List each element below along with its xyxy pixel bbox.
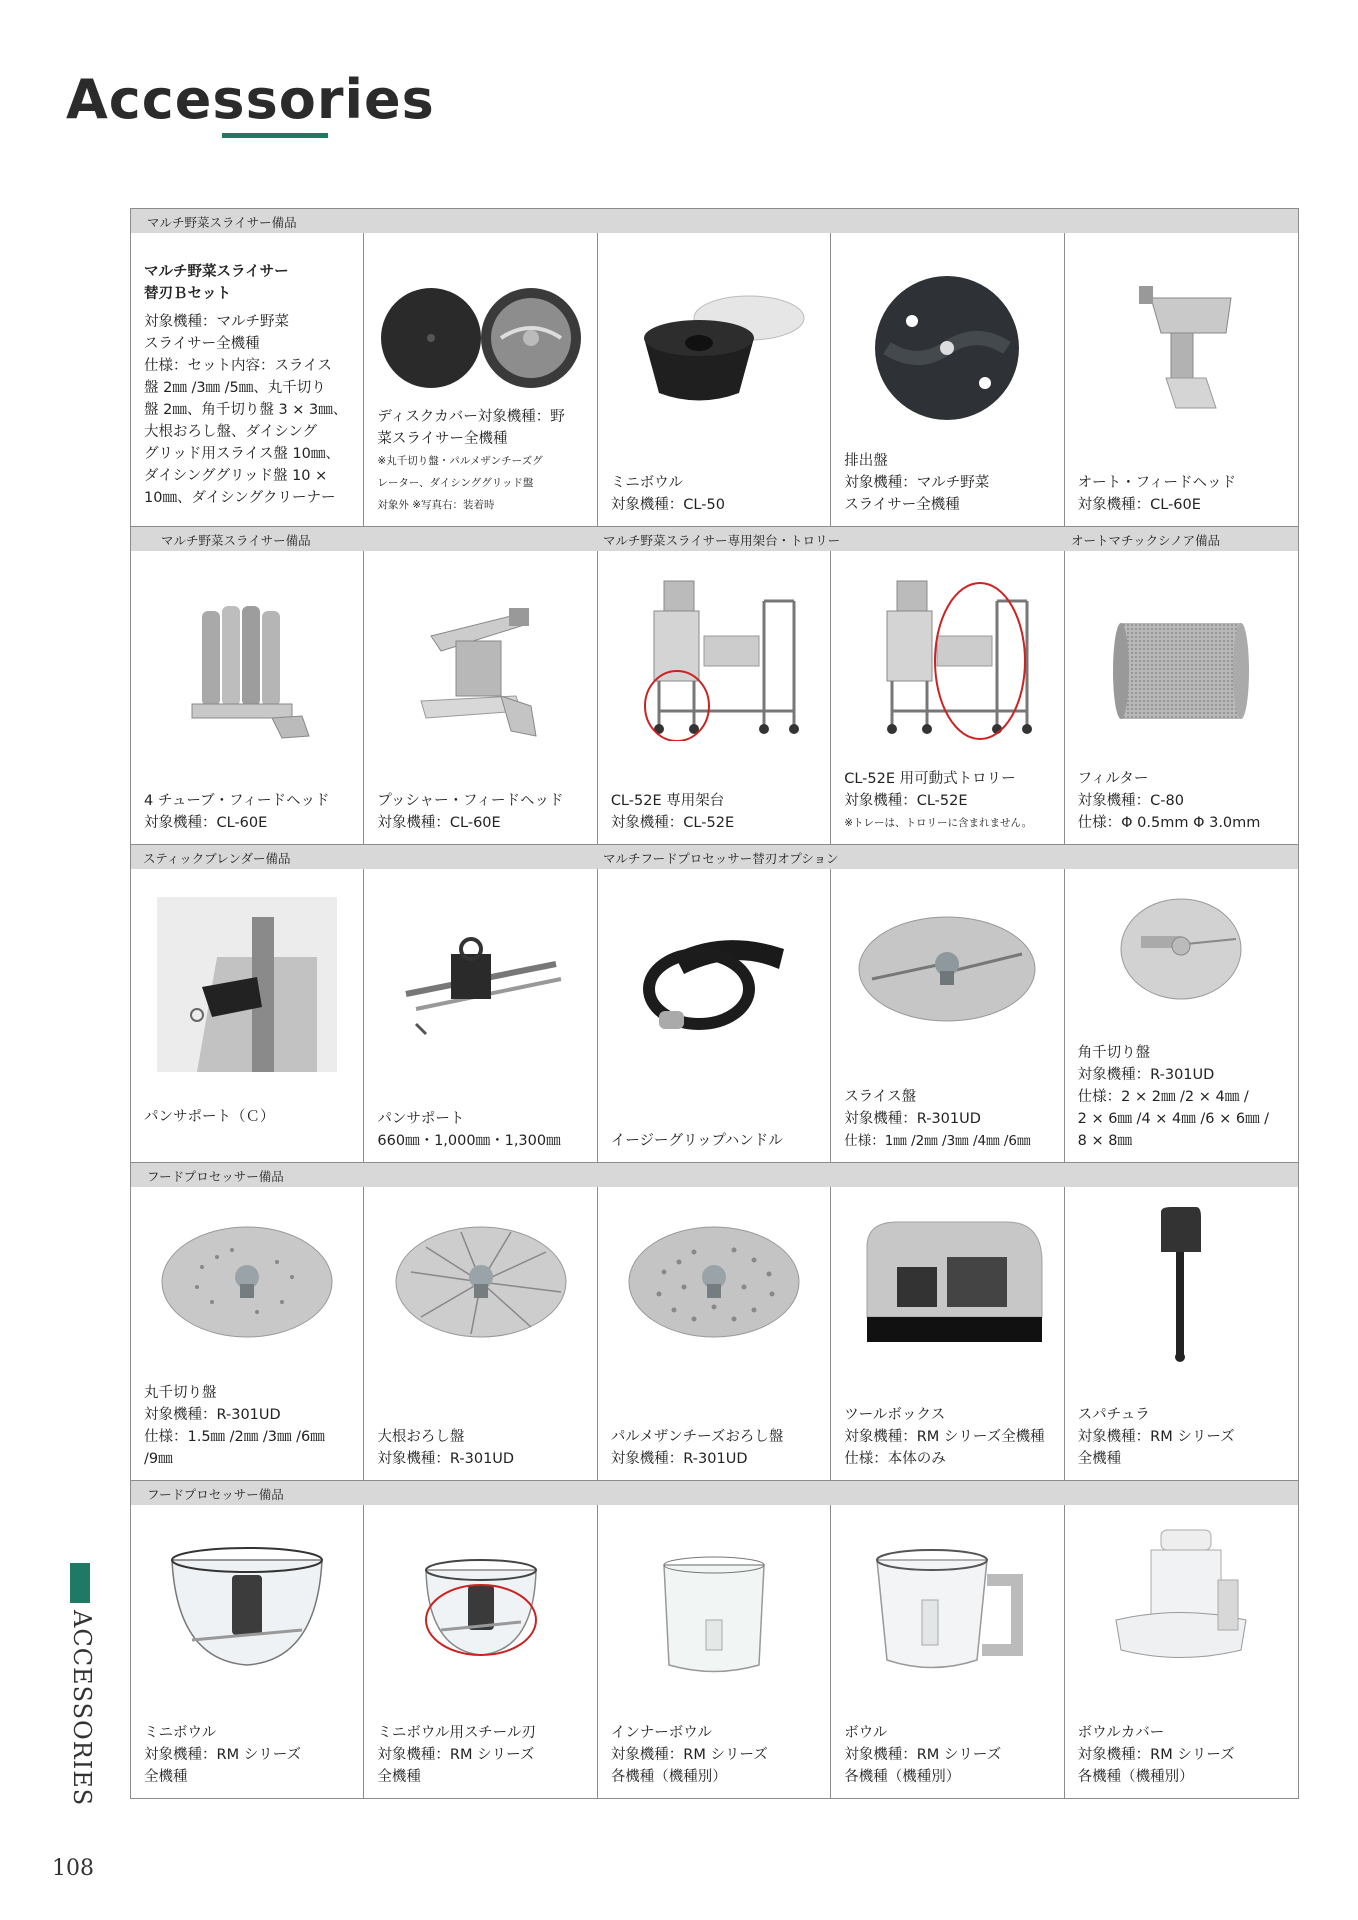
category-band <box>131 1162 1299 1187</box>
product-text <box>144 261 355 509</box>
category-label: オートマチックシノア備品 <box>1071 533 1221 548</box>
product-text-line: 対象機種：RM シリーズ <box>144 1747 301 1763</box>
product-text-line: イージーグリップハンドル <box>610 1133 783 1149</box>
product-text-line: ミニボウル用スチール刃 <box>377 1725 536 1741</box>
product-text-line: ミニボウル <box>144 1725 217 1741</box>
product-text-line: 対象機種：R-301UD <box>610 1451 748 1467</box>
product-text <box>377 406 588 516</box>
product-row <box>131 1187 1299 1480</box>
product-cell <box>131 869 364 1162</box>
product-text-line: /9㎜ <box>144 1451 173 1467</box>
product-text-line: 丸千切り盤 <box>144 1385 217 1401</box>
product-text-line: 対象機種：RM シリーズ <box>377 1747 535 1763</box>
category-band <box>131 208 1299 233</box>
filter-drum-icon <box>1065 596 1298 746</box>
product-text <box>144 1382 355 1470</box>
product-text <box>611 1722 822 1788</box>
product-cell <box>831 233 1064 526</box>
product-text <box>144 1106 355 1152</box>
product-text <box>377 1426 588 1470</box>
product-text-line: 仕様：本体のみ <box>844 1451 946 1467</box>
product-text-line: 仕様：セット内容：スライス <box>144 358 332 374</box>
stand-icon <box>598 561 830 741</box>
category-label: フードプロセッサー備品 <box>147 1169 284 1184</box>
disc-cover-icon <box>364 273 596 403</box>
product-text <box>1078 472 1290 516</box>
product-text <box>144 790 355 834</box>
product-text-line: 各機種（機種別） <box>610 1769 727 1785</box>
side-accent-block <box>70 1563 90 1603</box>
product-note: ※トレーは、トロリーに含まれません。 <box>844 817 1033 829</box>
product-cell <box>131 551 364 844</box>
product-text-line: 対象機種：CL-52E <box>844 793 968 809</box>
product-text-line: 対象機種：CL-52E <box>610 815 735 831</box>
product-text <box>1078 768 1290 834</box>
category-label: フードプロセッサー備品 <box>147 1487 284 1502</box>
product-text-line: 仕様：Φ 0.5mm Φ 3.0mm <box>1077 815 1261 831</box>
product-text-line: 8 × 8㎜ <box>1077 1133 1132 1149</box>
product-text-line: 仕様：1.5㎜ /2㎜ /3㎜ /6㎜ <box>144 1429 325 1445</box>
product-row <box>131 1505 1299 1799</box>
product-text-line: 対象機種：RM シリーズ <box>1077 1429 1235 1445</box>
product-cell <box>131 1187 364 1480</box>
product-text <box>377 1722 588 1788</box>
product-text-line: 全機種 <box>1077 1451 1122 1467</box>
product-text-line: 660㎜・1,000㎜・1,300㎜ <box>377 1133 561 1149</box>
product-text-line: スライス盤 <box>844 1089 917 1105</box>
side-section-label: ACCESSORIES <box>68 1610 96 1807</box>
product-text-line: インナーボウル <box>610 1725 712 1741</box>
product-text-line: 対象機種：CL-60E <box>1077 497 1201 513</box>
product-text-line: 10㎜、ダイシングクリーナー <box>144 490 336 506</box>
product-text-line: 菜スライサー全機種 <box>377 431 508 447</box>
product-text-line: CL-52E 用可動式トロリー <box>844 771 1016 787</box>
product-cell <box>831 1505 1064 1798</box>
product-text-line: 対象機種：マルチ野菜 <box>144 314 289 330</box>
product-text <box>611 472 822 516</box>
discharge-disc-icon <box>831 273 1063 423</box>
product-text-line: ツールボックス <box>844 1407 946 1423</box>
product-text-line: 2 × 6㎜ /4 × 4㎜ /6 × 6㎜ / <box>1077 1111 1270 1127</box>
product-text-line: 対象機種：R-301UD <box>1077 1067 1215 1083</box>
product-cell <box>1065 551 1298 844</box>
product-cell <box>598 869 831 1162</box>
mini-bowl-clear-icon <box>131 1525 363 1685</box>
product-text <box>377 1108 588 1152</box>
product-text-line: CL-52E 専用架台 <box>610 793 725 809</box>
product-text-line: 対象機種：RM シリーズ <box>1077 1747 1235 1763</box>
trolley-icon <box>831 561 1063 741</box>
category-label: マルチフードプロセッサー替刃オプション <box>603 851 839 866</box>
product-cell <box>831 869 1064 1162</box>
mini-bowl-black-icon <box>598 273 830 423</box>
product-text-line: パンサポート <box>377 1111 465 1127</box>
product-text-line: ボウルカバー <box>1077 1725 1165 1741</box>
product-text-line: 全機種 <box>144 1769 188 1785</box>
product-cell <box>1065 233 1298 526</box>
product-text <box>144 1722 355 1788</box>
product-text <box>1078 1404 1290 1470</box>
page-number: 108 <box>52 1856 94 1881</box>
product-text-line: ミニボウル <box>610 475 683 491</box>
product-cell <box>364 551 597 844</box>
easy-grip-handle-icon <box>598 909 830 1059</box>
product-text-line: パンサポート（Ｃ） <box>144 1109 275 1125</box>
product-text-line: 対象機種：R-301UD <box>377 1451 515 1467</box>
product-text <box>611 790 822 834</box>
product-text-line: フィルター <box>1077 771 1149 787</box>
product-cell <box>598 551 831 844</box>
four-tube-feed-head-icon <box>131 591 363 751</box>
product-text-line: 対象機種：CL-60E <box>144 815 268 831</box>
product-text-line: 角千切り盤 <box>1077 1045 1151 1061</box>
product-cell <box>1065 1187 1298 1480</box>
product-cell <box>364 869 597 1162</box>
inner-bowl-icon <box>598 1535 830 1695</box>
product-row <box>131 869 1299 1162</box>
product-text-line: 全機種 <box>377 1769 421 1785</box>
product-text-line: オート・フィードヘッド <box>1077 475 1236 491</box>
product-cell <box>598 1505 831 1798</box>
product-text <box>377 790 588 834</box>
steel-blade-icon <box>364 1525 596 1685</box>
page-title: Accessories <box>66 68 435 131</box>
bowl-cover-icon <box>1065 1520 1298 1680</box>
product-text-line: 各機種（機種別） <box>844 1769 961 1785</box>
pan-support-c-icon <box>131 894 363 1074</box>
product-text-line: スライサー全機種 <box>844 497 960 513</box>
product-cell <box>831 1187 1064 1480</box>
product-text-line: 盤 2㎜、角千切り盤 3 × 3㎜、 <box>144 402 348 418</box>
product-text-line: グリッド用スライス盤 10㎜、 <box>144 446 340 462</box>
product-text-line: ダイシンググリッド盤 10 × <box>144 468 328 484</box>
category-band <box>131 1480 1299 1505</box>
product-text <box>844 450 1055 516</box>
product-text <box>1078 1042 1290 1152</box>
product-text-line: スライサー全機種 <box>144 336 260 352</box>
product-text-line: 盤 2㎜ /3㎜ /5㎜、丸千切り <box>144 380 326 396</box>
product-text-line: 対象機種：マルチ野菜 <box>844 475 990 491</box>
product-row <box>131 233 1299 526</box>
dicing-disc-icon <box>1065 889 1298 1009</box>
category-label: スティックブレンダー備品 <box>143 851 291 866</box>
category-label: マルチ野菜スライサー備品 <box>147 215 297 230</box>
product-title-line: マルチ野菜スライサー <box>144 264 289 280</box>
product-note: ※丸千切り盤・パルメザンチーズグ <box>377 455 543 467</box>
product-text-line: 対象機種：R-301UD <box>844 1111 981 1127</box>
product-text-line: プッシャー・フィードヘッド <box>377 793 564 809</box>
product-text-line: 対象機種：CL-60E <box>377 815 501 831</box>
product-cell <box>131 233 364 526</box>
spatula-icon <box>1065 1207 1298 1367</box>
product-cell <box>364 1187 597 1480</box>
product-text-line: パルメザンチーズおろし盤 <box>610 1429 784 1445</box>
category-label: マルチ野菜スライサー備品 <box>161 533 311 548</box>
product-text <box>844 768 1055 834</box>
product-text-line: 大根おろし盤、ダイシング <box>144 424 318 440</box>
product-note: 対象外 ※写真右：装着時 <box>377 499 495 511</box>
product-text-line: 各機種（機種別） <box>1077 1769 1194 1785</box>
product-cell <box>364 1505 597 1798</box>
product-text-line: 仕様：1㎜ /2㎜ /3㎜ /4㎜ /6㎜ <box>844 1133 1031 1149</box>
product-text-line: 仕様：2 × 2㎜ /2 × 4㎜ / <box>1077 1089 1249 1105</box>
bowl-icon <box>831 1530 1063 1690</box>
product-cell <box>131 1505 364 1798</box>
title-underline <box>222 133 328 138</box>
product-cell <box>1065 1505 1298 1798</box>
product-text-line: 対象機種：CL-50 <box>610 497 725 513</box>
product-cell <box>1065 869 1298 1162</box>
auto-feed-head-icon <box>1065 273 1298 423</box>
product-text <box>611 1130 822 1152</box>
julienne-disc-icon <box>131 1217 363 1347</box>
product-text <box>844 1722 1055 1788</box>
product-text-line: 対象機種：R-301UD <box>144 1407 281 1423</box>
slicing-disc-icon <box>831 899 1063 1039</box>
category-band <box>131 526 1299 551</box>
parmesan-disc-icon <box>598 1217 830 1347</box>
product-text-line: 対象機種：RM シリーズ <box>844 1747 1002 1763</box>
product-text-line: 対象機種：RM シリーズ全機種 <box>844 1429 1045 1445</box>
product-title-line: 替刃Ｂセット <box>144 286 231 302</box>
product-row <box>131 551 1299 844</box>
product-text <box>844 1404 1055 1470</box>
grater-disc-icon <box>364 1217 596 1347</box>
category-band <box>131 844 1299 869</box>
accessories-grid <box>130 208 1299 1799</box>
product-cell <box>831 551 1064 844</box>
tool-box-icon <box>831 1207 1063 1357</box>
product-text <box>844 1086 1055 1152</box>
product-cell <box>364 233 597 526</box>
product-text-line: 大根おろし盤 <box>377 1429 465 1445</box>
category-label: マルチ野菜スライサー専用架台・トロリー <box>603 533 841 548</box>
product-text <box>1078 1722 1290 1788</box>
product-text-line: スパチュラ <box>1077 1407 1150 1423</box>
product-text-line: 4 チューブ・フィードヘッド <box>144 793 330 809</box>
product-text-line: ボウル <box>844 1725 888 1741</box>
product-text-line: 排出盤 <box>844 453 888 469</box>
pan-support-icon <box>364 909 596 1059</box>
pusher-feed-head-icon <box>364 591 596 751</box>
product-text <box>611 1426 822 1470</box>
product-text-line: 対象機種：RM シリーズ <box>610 1747 768 1763</box>
product-cell <box>598 233 831 526</box>
product-text-line: 対象機種：C-80 <box>1077 793 1184 809</box>
product-text-line: ディスクカバー対象機種：野 <box>377 409 565 425</box>
product-cell <box>598 1187 831 1480</box>
product-note: レーター、ダイシンググリッド盤 <box>377 477 534 489</box>
